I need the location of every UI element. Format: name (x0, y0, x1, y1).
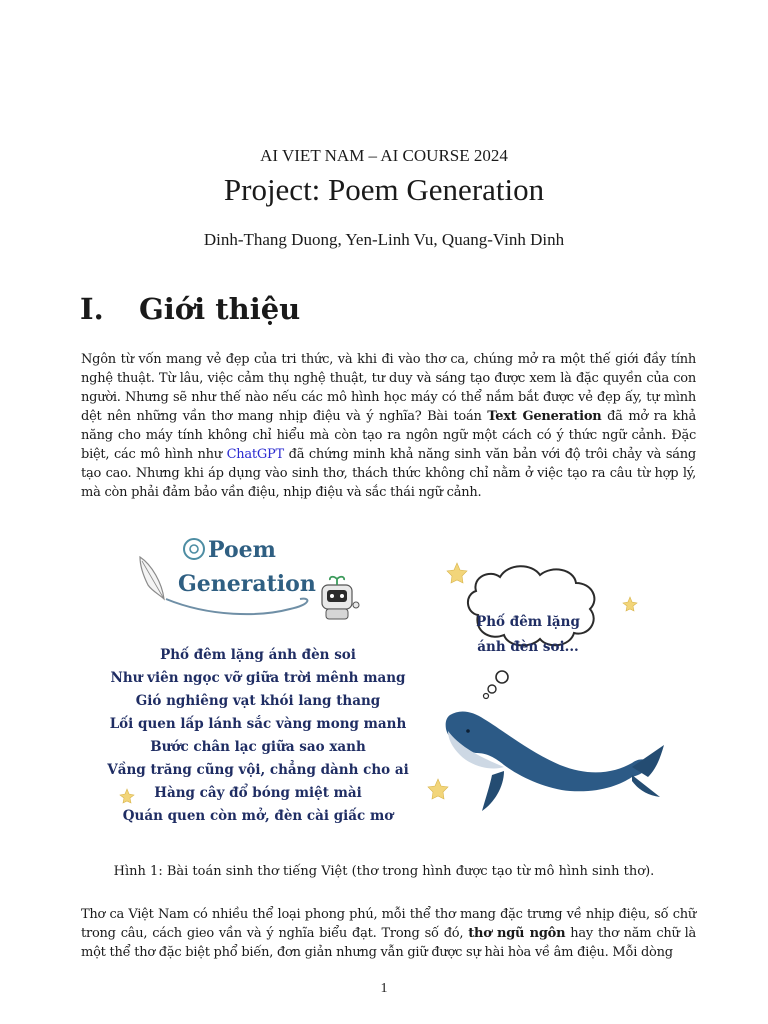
poem-line: Lối quen lấp lánh sắc vàng mong manh (109, 716, 407, 732)
thought-bubble (468, 566, 594, 698)
feather-icon (140, 557, 164, 599)
para2-bold-term: thơ ngũ ngôn (468, 926, 566, 941)
star-icon (120, 789, 134, 803)
poem-line: Vầng trăng cũng vội, chẳng dành cho ai (107, 762, 409, 778)
chatgpt-link[interactable]: ChatGPT (226, 447, 284, 462)
page-title: Project: Poem Generation (223, 172, 545, 207)
para2-text-2: hay thơ năm chữ là một thể thơ đặc biệt phổ biến, đơn giản nhưng vẫn giữ được sự hài hòa về âm điệu. Mỗi dòng (81, 926, 697, 960)
figure-caption: Hình 1: Bài toán sinh thơ tiếng Việt (thơ trong hình được tạo từ mô hình sinh thơ). (113, 864, 655, 879)
intro-text-3: đã chứng minh khả năng sinh văn bản với độ trôi chảy và sáng tạo cao. Nhưng khi áp dụng vào sinh thơ, thách thức không chỉ nằm ở việc tạo ra câu từ hợp lý, mà còn phải đảm bảo vần điệu, nhịp điệu và sắc thái ngữ cảnh. (81, 447, 696, 500)
section-number: I. (80, 292, 104, 326)
poem-line: Bước chân lạc giữa sao xanh (150, 739, 366, 755)
star-icon (447, 563, 467, 583)
swirl-decoration (166, 599, 307, 614)
intro-paragraph (81, 350, 696, 502)
second-paragraph (81, 905, 696, 962)
intro-text-2: đã mở ra khả năng cho máy tính không chỉ hiểu mà còn tạo ra ngôn ngữ một cách có ý thức ngữ cảnh. Đặc biệt, các mô hình như (81, 409, 696, 462)
poem-line: Quán quen còn mở, đèn cài giấc mơ (122, 808, 394, 824)
section-heading (80, 292, 300, 326)
authors: Dinh-Thang Duong, Yen-Linh Vu, Quang-Vinh Dinh (203, 230, 565, 249)
para2-text-1: Thơ ca Việt Nam có nhiều thể loại phong phú, mỗi thể thơ mang đặc trưng về nhịp điệu, số chữ trong câu, cách gieo vần và ý nghĩa biểu đạt. Trong số đó, (81, 907, 696, 941)
star-icon (428, 779, 448, 799)
bubble-text-line: ánh đèn soi... (477, 639, 579, 655)
page-number: 1 (380, 981, 388, 996)
poem-generation-figure (100, 525, 670, 835)
poem-line: Hàng cây đổ bóng miệt mài (154, 785, 362, 801)
bubble-text-line: Phố đêm lặng (476, 614, 580, 630)
openai-logo-icon (184, 539, 204, 559)
course-label: AI VIET NAM – AI COURSE 2024 (260, 146, 508, 165)
poem-line: Gió nghiêng vạt khói lang thang (135, 693, 381, 709)
poem-line: Phố đêm lặng ánh đèn soi (160, 647, 356, 663)
logo-text-poem: Poem (208, 537, 276, 563)
section-title: Giới thiệu (139, 292, 301, 326)
whale-illustration (446, 712, 664, 811)
star-icon (623, 597, 637, 611)
poem-line: Như viên ngọc vỡ giữa trời mênh mang (110, 670, 406, 686)
intro-bold-term: Text Generation (487, 409, 602, 424)
robot-icon (322, 577, 359, 619)
logo-text-generation: Generation (178, 571, 316, 597)
intro-text-1: Ngôn từ vốn mang vẻ đẹp của tri thức, và khi đi vào thơ ca, chúng mở ra một thế giới đầy tính nghệ thuật. Từ lâu, việc cảm thụ nghệ thuật, tư duy và sáng tạo được xem là đặc quyền của con người. Nhưng sẽ như thế nào nếu các mô hình học máy có thể nắm bắt được vẻ đẹp ấy, tự mình dệt nên những vần thơ mang nhịp điệu và ý nghĩa? Bài toán (81, 352, 696, 424)
